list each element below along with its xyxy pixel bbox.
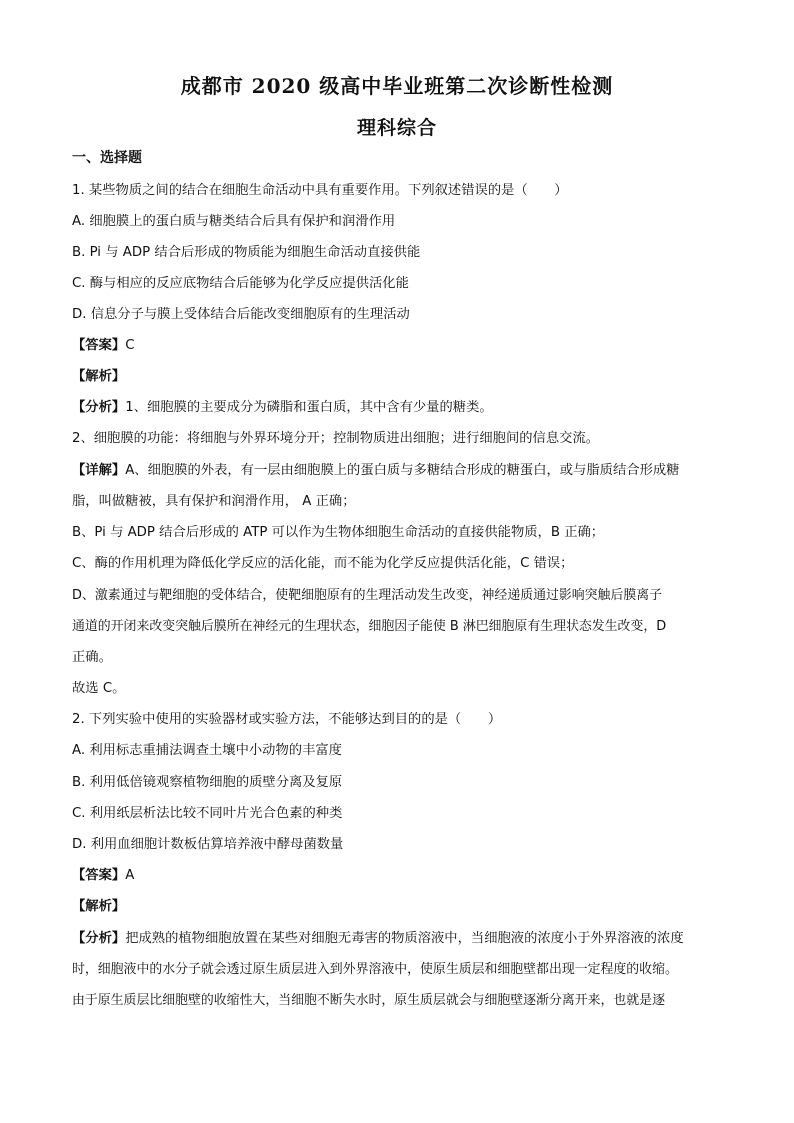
question-1-conclusion: 故选 C。 xyxy=(72,681,126,696)
document-subtitle: 理科综合 xyxy=(356,117,437,139)
answer-tag: 【答案】 xyxy=(72,338,126,353)
question-1-option-d: D. 信息分子与膜上受体结合后能改变细胞原有的生理活动 xyxy=(72,307,410,322)
question-2-option-a: A. 利用标志重捕法调查土壤中小动物的丰富度 xyxy=(72,743,342,758)
question-1-fenxi-2: 2、细胞膜的功能：将细胞与外界环境分开；控制物质进出细胞；进行细胞间的信息交流。 xyxy=(72,431,600,446)
question-2-answer xyxy=(72,866,732,886)
question-2-option-d: D. 利用血细胞计数板估算培养液中酵母菌数量 xyxy=(72,837,344,852)
question-1-xiangjie-7: 正确。 xyxy=(72,650,112,665)
question-1-xiangjie-5: D、激素通过与靶细胞的受体结合，使靶细胞原有的生理活动发生改变，神经递质通过影响突触后膜离子 xyxy=(72,588,663,603)
question-1-xiangjie-1 xyxy=(72,461,732,481)
question-1-option-c: C. 酶与相应的反应底物结合后能够为化学反应提供活化能 xyxy=(72,276,409,291)
fenxi-tag: 【分析】 xyxy=(72,400,126,415)
fenxi-text: 1、细胞膜的主要成分为磷脂和蛋白质，其中含有少量的糖类。 xyxy=(125,400,493,415)
question-1-analysis-tag: 【解析】 xyxy=(72,369,126,384)
question-1-xiangjie-4: C、酶的作用机理为降低化学反应的活化能，而不能为化学反应提供活化能，C 错误； xyxy=(72,556,574,571)
question-1-xiangjie-6: 通道的开闭来改变突触后膜所在神经元的生理状态，细胞因子能使 B 淋巴细胞原有生理状态发生改变，D xyxy=(72,619,667,634)
question-1-xiangjie-3: B、Pi 与 ADP 结合后形成的 ATP 可以作为生物体细胞生命活动的直接供能物质，B 正确； xyxy=(72,525,605,540)
question-2-fenxi-2: 时，细胞液中的水分子就会透过原生质层进入到外界溶液中，使原生质层和细胞壁都出现一定程度的收缩。 xyxy=(72,962,678,977)
fenxi-text: 把成熟的植物细胞放置在某些对细胞无毒害的物质溶液中，当细胞液的浓度小于外界溶液的浓度 xyxy=(125,931,684,946)
answer-value: C xyxy=(125,338,135,353)
question-1-answer xyxy=(72,336,732,356)
question-2-fenxi-1 xyxy=(72,929,732,949)
question-2-analysis-tag: 【解析】 xyxy=(72,899,126,914)
question-1-stem: 1. 某些物质之间的结合在细胞生命活动中具有重要作用。下列叙述错误的是（ ） xyxy=(72,183,568,198)
question-2-fenxi-3: 由于原生质层比细胞壁的收缩性大，当细胞不断失水时，原生质层就会与细胞壁逐渐分离开来，也就是逐 xyxy=(72,993,665,1008)
question-1-fenxi-1 xyxy=(72,398,732,418)
document-title: 成都市 2020 级高中毕业班第二次诊断性检测 xyxy=(180,74,614,98)
question-1-option-b: B. Pi 与 ADP 结合后形成的物质能为细胞生命活动直接供能 xyxy=(72,245,421,260)
fenxi-tag: 【分析】 xyxy=(72,931,126,946)
section-heading: 一、选择题 xyxy=(72,150,142,166)
question-2-option-c: C. 利用纸层析法比较不同叶片光合色素的种类 xyxy=(72,806,343,821)
xiangjie-text: A、细胞膜的外表，有一层由细胞膜上的蛋白质与多糖结合形成的糖蛋白，或与脂质结合形成糖 xyxy=(125,463,680,478)
question-2-option-b: B. 利用低倍镜观察植物细胞的质壁分离及复原 xyxy=(72,775,343,790)
answer-tag: 【答案】 xyxy=(72,868,126,883)
question-2-stem: 2. 下列实验中使用的实验器材或实验方法，不能够达到目的的是（ ） xyxy=(72,712,502,727)
answer-value: A xyxy=(125,868,135,883)
question-1-option-a: A. 细胞膜上的蛋白质与糖类结合后具有保护和润滑作用 xyxy=(72,214,396,229)
xiangjie-tag: 【详解】 xyxy=(72,463,126,478)
question-1-xiangjie-2: 脂，叫做糖被，具有保护和润滑作用， A 正确； xyxy=(72,494,356,509)
